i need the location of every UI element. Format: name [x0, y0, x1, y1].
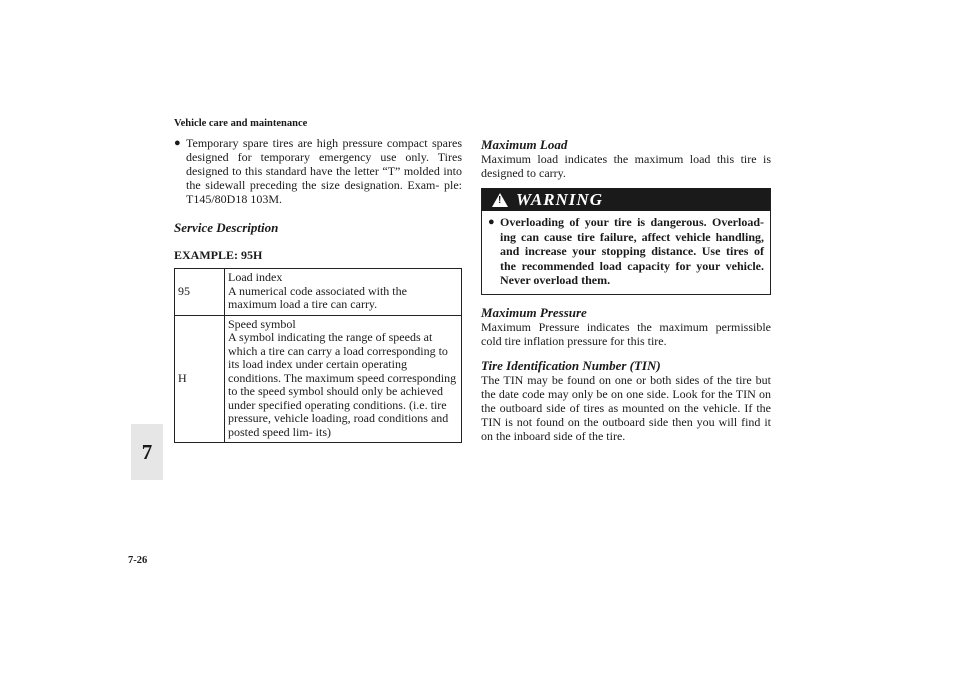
table-cell-body: A numerical code associated with the maximum load a tire can carry. — [228, 283, 407, 311]
chapter-tab: 7 — [131, 424, 163, 480]
warning-title: WARNING — [516, 189, 603, 209]
warning-title-bar — [482, 188, 770, 211]
table-cell-title: Load index — [228, 270, 283, 284]
spare-tire-bullet — [174, 136, 462, 206]
warning-body — [482, 211, 770, 294]
table-cell-body: A symbol indicating the range of speeds at which a tire can carry a load corresponding to its load index under certain operating conditions. The maximum speed corresponding to the speed symbol should only be achieved under specified operating conditions. (i.e. tire pressure, vehicle loading, road conditions and posted speed lim- its) — [228, 330, 457, 439]
table-cell-title: Speed symbol — [228, 316, 296, 331]
bullet-text: Temporary spare tires are high pressure compact spares designed for temporary emergency use only. Tires designed to this standard have the letter “T” molded into the sidewall preceding the size designation. Exam- ple: T145/80D18 103M. — [186, 136, 462, 206]
table-code-cell: H — [175, 315, 225, 443]
table-row — [175, 315, 462, 443]
table-description-cell — [225, 315, 462, 443]
table-code-cell: 95 — [175, 269, 225, 316]
warning-box — [481, 188, 771, 295]
warning-triangle-icon — [492, 193, 508, 207]
section-header: Vehicle care and maintenance — [174, 118, 308, 129]
max-pressure-heading: Maximum Pressure — [481, 304, 587, 320]
max-pressure-text: Maximum Pressure indicates the maximum permissible cold tire inflation pressure for this tire. — [481, 319, 771, 348]
warning-bullet — [488, 215, 764, 288]
service-description-table — [174, 268, 462, 443]
warning-text: Overloading of your tire is dangerous. Overload- ing can cause tire failure, affect vehicle handling, and increase your stopping distance. Use tires of the recommended load capacity for your vehicle. Never overload them. — [500, 215, 764, 287]
table-row — [175, 269, 462, 316]
example-label: EXAMPLE: 95H — [174, 248, 263, 262]
bullet-dot-icon: ● — [488, 216, 495, 228]
tin-heading: Tire Identification Number (TIN) — [481, 357, 661, 373]
max-load-text: Maximum load indicates the maximum load this tire is designed to carry. — [481, 152, 771, 180]
tin-text: The TIN may be found on one or both sides of the tire but the date code may only be on one side. Look for the TIN on the outboard side of tires as mounted on the vehicle. If the TIN is not found on the outboard side then you will find it on the inboard side of the tire. — [481, 372, 771, 443]
table-description-cell — [225, 269, 462, 316]
left-column — [174, 136, 462, 443]
bullet-dot-icon: ● — [174, 137, 181, 149]
page-number: 7-26 — [128, 555, 148, 566]
service-description-heading: Service Description — [174, 220, 279, 235]
right-column — [481, 137, 771, 443]
max-load-heading: Maximum Load — [481, 137, 568, 152]
